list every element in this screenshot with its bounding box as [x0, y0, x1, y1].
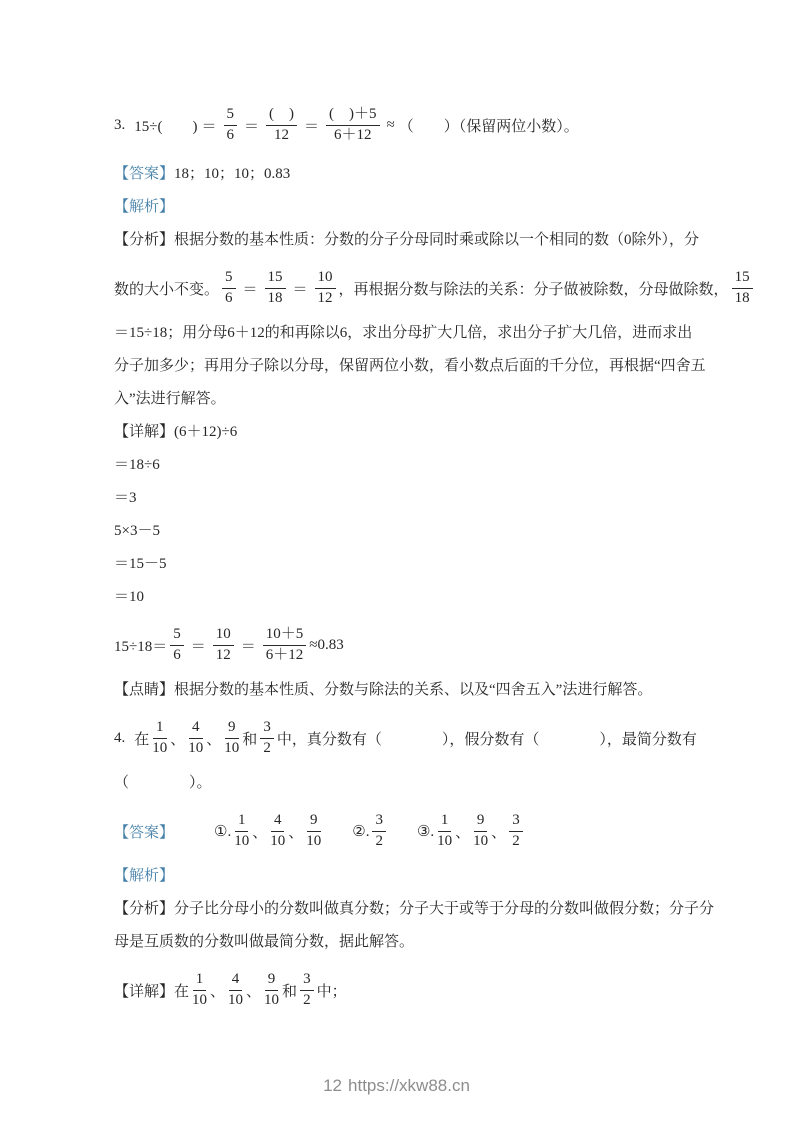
fraction-numerator: 15: [265, 269, 286, 288]
fraction-numerator: 3: [300, 971, 314, 990]
fraction-denominator: 12: [274, 126, 290, 143]
q3-xiangjie-line1: [114, 422, 690, 443]
fraction-denominator: 10: [234, 832, 250, 849]
q4-fenxi-line2: [114, 932, 690, 953]
equals-sign: ＝: [190, 638, 206, 655]
answer-label: 【答案】: [114, 166, 175, 182]
text-segment: 【分析】分子比分母小的分数叫做真分数；分子大于或等于分母的分数叫做假分数；分子分: [114, 901, 715, 917]
fraction-denominator: 2: [375, 832, 383, 849]
fraction-numerator: 9: [307, 812, 321, 831]
fraction-numerator: 15: [732, 269, 753, 288]
text-segment: ＝15÷18；用分母6＋12的和再除以6，求出分母扩大几倍，求出分子扩大几倍，进而求出: [114, 325, 693, 341]
text-segment: 【详解】在: [114, 983, 190, 1000]
text-segment: 15÷18＝: [114, 638, 168, 655]
text-segment: ，再根据分数与除法的关系：分子做被除数，分母做除数，: [338, 281, 729, 298]
q3-xiangjie-formula-line: [114, 620, 690, 670]
q3-formula-pre: 15÷( ): [134, 118, 198, 135]
q4-number: 4.: [114, 729, 126, 746]
text-segment: ＝18÷6: [114, 457, 160, 473]
jiexi-label: 【解析】: [114, 868, 175, 884]
separator: 、: [252, 824, 268, 841]
q3-formula-post: （ ）（保留两位小数）。: [398, 118, 579, 135]
fraction-numerator: 5: [170, 626, 184, 645]
q3-fenxi-line4: [114, 356, 706, 377]
fraction: [260, 719, 274, 757]
q3-fenxi-line1: [114, 230, 700, 251]
q3-fenxi-line5: [114, 389, 690, 410]
fraction-denominator: 6: [225, 289, 233, 306]
text-segment: 中；: [316, 983, 347, 1000]
fraction-numerator: 1: [153, 719, 167, 738]
fraction-numerator: 4: [271, 812, 285, 831]
fraction-numerator: 5: [224, 106, 238, 125]
text-segment: ＝3: [114, 490, 137, 506]
q3-jiexi-line: [114, 197, 690, 218]
fraction: [222, 269, 236, 307]
separator: 、: [206, 731, 222, 748]
q4-fenxi-line1: [114, 899, 715, 920]
fraction-numerator: 3: [372, 812, 386, 831]
q3-fenxi-line3: [114, 323, 693, 344]
fraction-numerator: 5: [222, 269, 236, 288]
text-segment: 数的大小不变。: [114, 281, 220, 298]
fraction: [188, 719, 203, 757]
approx-sign: ≈: [386, 116, 395, 133]
q4-answer-line: [114, 806, 690, 856]
fraction: [372, 812, 386, 850]
fraction-numerator: 4: [229, 971, 243, 990]
fraction: [300, 971, 314, 1009]
text-segment: 【详解】(6＋12)÷6: [114, 424, 238, 440]
fraction-numerator: ( )＋5: [326, 106, 380, 125]
fraction-numerator: 1: [235, 812, 249, 831]
q4-question-line2: [114, 773, 690, 794]
text-segment: 分子加多少；再用分子除以分母，保留两位小数，看小数点后面的千分位，再根据“四舍五: [114, 358, 706, 374]
fraction-denominator: 2: [303, 991, 311, 1008]
text-segment: 入”法进行解答。: [114, 391, 226, 407]
fraction-denominator: 10: [437, 832, 453, 849]
fraction-denominator: 10: [188, 739, 204, 756]
q4-xiangjie-line: [114, 965, 690, 1015]
fraction-denominator: 18: [734, 289, 750, 306]
fraction: [270, 812, 285, 850]
fraction-denominator: 10: [224, 739, 240, 756]
equals-sign: ＝: [242, 281, 258, 298]
text-segment: ＝10: [114, 589, 145, 605]
equals-sign: ＝: [292, 281, 308, 298]
text-segment: 母是互质数的分数叫做最简分数，据此解答。: [114, 934, 415, 950]
q3-fenxi-line2: [114, 263, 750, 313]
fraction-numerator: ( ): [266, 106, 297, 125]
fraction-denominator: 10: [192, 991, 208, 1008]
fraction-denominator: 10: [264, 991, 280, 1008]
separator: 、: [170, 731, 186, 748]
page-number: 12: [323, 1076, 343, 1095]
separator: 、: [246, 983, 262, 1000]
fraction-numerator: 9: [474, 812, 488, 831]
fraction-denominator: 2: [263, 739, 271, 756]
q3-formula-line: [114, 96, 690, 154]
fraction: [192, 971, 207, 1009]
fraction-numerator: 3: [260, 719, 274, 738]
fraction-denominator: 12: [215, 646, 231, 663]
answer-item-marker: ③.: [416, 823, 435, 840]
fraction-denominator: 6＋12: [265, 646, 304, 663]
fraction-denominator: 10: [270, 832, 286, 849]
text-segment: ＝15－5: [114, 556, 167, 572]
q3-number: 3.: [114, 116, 126, 133]
fraction-numerator: 9: [225, 719, 239, 738]
text-segment: 5×3－5: [114, 523, 160, 539]
fraction: [234, 812, 249, 850]
fraction-numerator: 1: [193, 971, 207, 990]
fraction-denominator: 10: [306, 832, 322, 849]
fraction: [306, 812, 321, 850]
fraction-numerator: 10: [315, 269, 336, 288]
equals-sign: ＝: [201, 118, 217, 135]
q3-xiangjie-line2: [114, 455, 690, 476]
fraction-denominator: 10: [152, 739, 168, 756]
fraction: [224, 106, 238, 144]
fraction-numerator: 3: [509, 812, 523, 831]
fraction: [263, 626, 307, 664]
fraction: [437, 812, 452, 850]
q3-xiangjie-line4: [114, 521, 690, 542]
text-segment: 中，真分数有（ ），假分数有（ ），最简分数有: [276, 731, 697, 748]
fraction-numerator: 4: [189, 719, 203, 738]
fraction-denominator: 18: [267, 289, 283, 306]
page-footer: [0, 1076, 793, 1096]
q3-xiangjie-line3: [114, 488, 690, 509]
answer-item-marker: ①.: [214, 823, 232, 840]
text-segment: 【分析】根据分数的基本性质：分数的分子分母同时乘或除以一个相同的数（0除外），分: [114, 232, 700, 248]
q4-jiexi-line: [114, 866, 690, 887]
text-segment: 在: [134, 731, 150, 748]
fraction: [265, 269, 286, 307]
q3-dianjing-line: [114, 680, 690, 701]
fraction-denominator: 6＋12: [334, 126, 372, 143]
equals-sign: ＝: [240, 638, 256, 655]
q3-xiangjie-line5: [114, 554, 690, 575]
equals-sign: ＝: [304, 118, 320, 135]
fraction-denominator: 10: [473, 832, 489, 849]
fraction-numerator: 10: [213, 626, 234, 645]
fraction: [326, 106, 380, 144]
separator: 、: [288, 824, 304, 841]
fraction: [509, 812, 523, 850]
fraction-denominator: 12: [317, 289, 333, 306]
fraction-numerator: 1: [438, 812, 452, 831]
exam-content: [114, 96, 750, 1025]
answer-label: 【答案】: [114, 824, 175, 841]
separator: 、: [210, 983, 226, 1000]
q3-answer-line: [114, 164, 690, 185]
fraction-denominator: 6: [173, 646, 181, 663]
q3-xiangjie-line6: [114, 587, 690, 608]
fraction-denominator: 6: [226, 126, 234, 143]
q4-question-line: [114, 713, 697, 763]
fraction-denominator: 2: [512, 832, 520, 849]
fraction: [170, 626, 184, 664]
equals-sign: ＝: [244, 118, 260, 135]
fraction-denominator: 10: [228, 991, 244, 1008]
text-segment: ≈0.83: [309, 636, 344, 653]
text-segment: 和: [242, 731, 258, 748]
fraction: [264, 971, 279, 1009]
fraction: [732, 269, 753, 307]
fraction: [266, 106, 297, 144]
fraction: [224, 719, 239, 757]
fraction: [473, 812, 488, 850]
fraction: [315, 269, 336, 307]
fraction: [213, 626, 234, 664]
separator: 、: [455, 824, 471, 841]
fraction-numerator: 10＋5: [263, 626, 307, 645]
footer-url: https://xkw88.cn: [348, 1076, 470, 1095]
answer-item-marker: ②.: [352, 823, 370, 840]
separator: 、: [491, 824, 507, 841]
fraction: [152, 719, 167, 757]
text-segment: 和: [282, 983, 298, 1000]
fraction: [228, 971, 243, 1009]
fraction-numerator: 9: [265, 971, 279, 990]
text-segment: 【点睛】根据分数的基本性质、分数与除法的关系、以及“四舍五入”法进行解答。: [114, 682, 653, 698]
answer-text: 18；10；10；0.83: [174, 166, 291, 182]
jiexi-label: 【解析】: [114, 199, 175, 215]
text-segment: （ ）。: [114, 775, 212, 791]
